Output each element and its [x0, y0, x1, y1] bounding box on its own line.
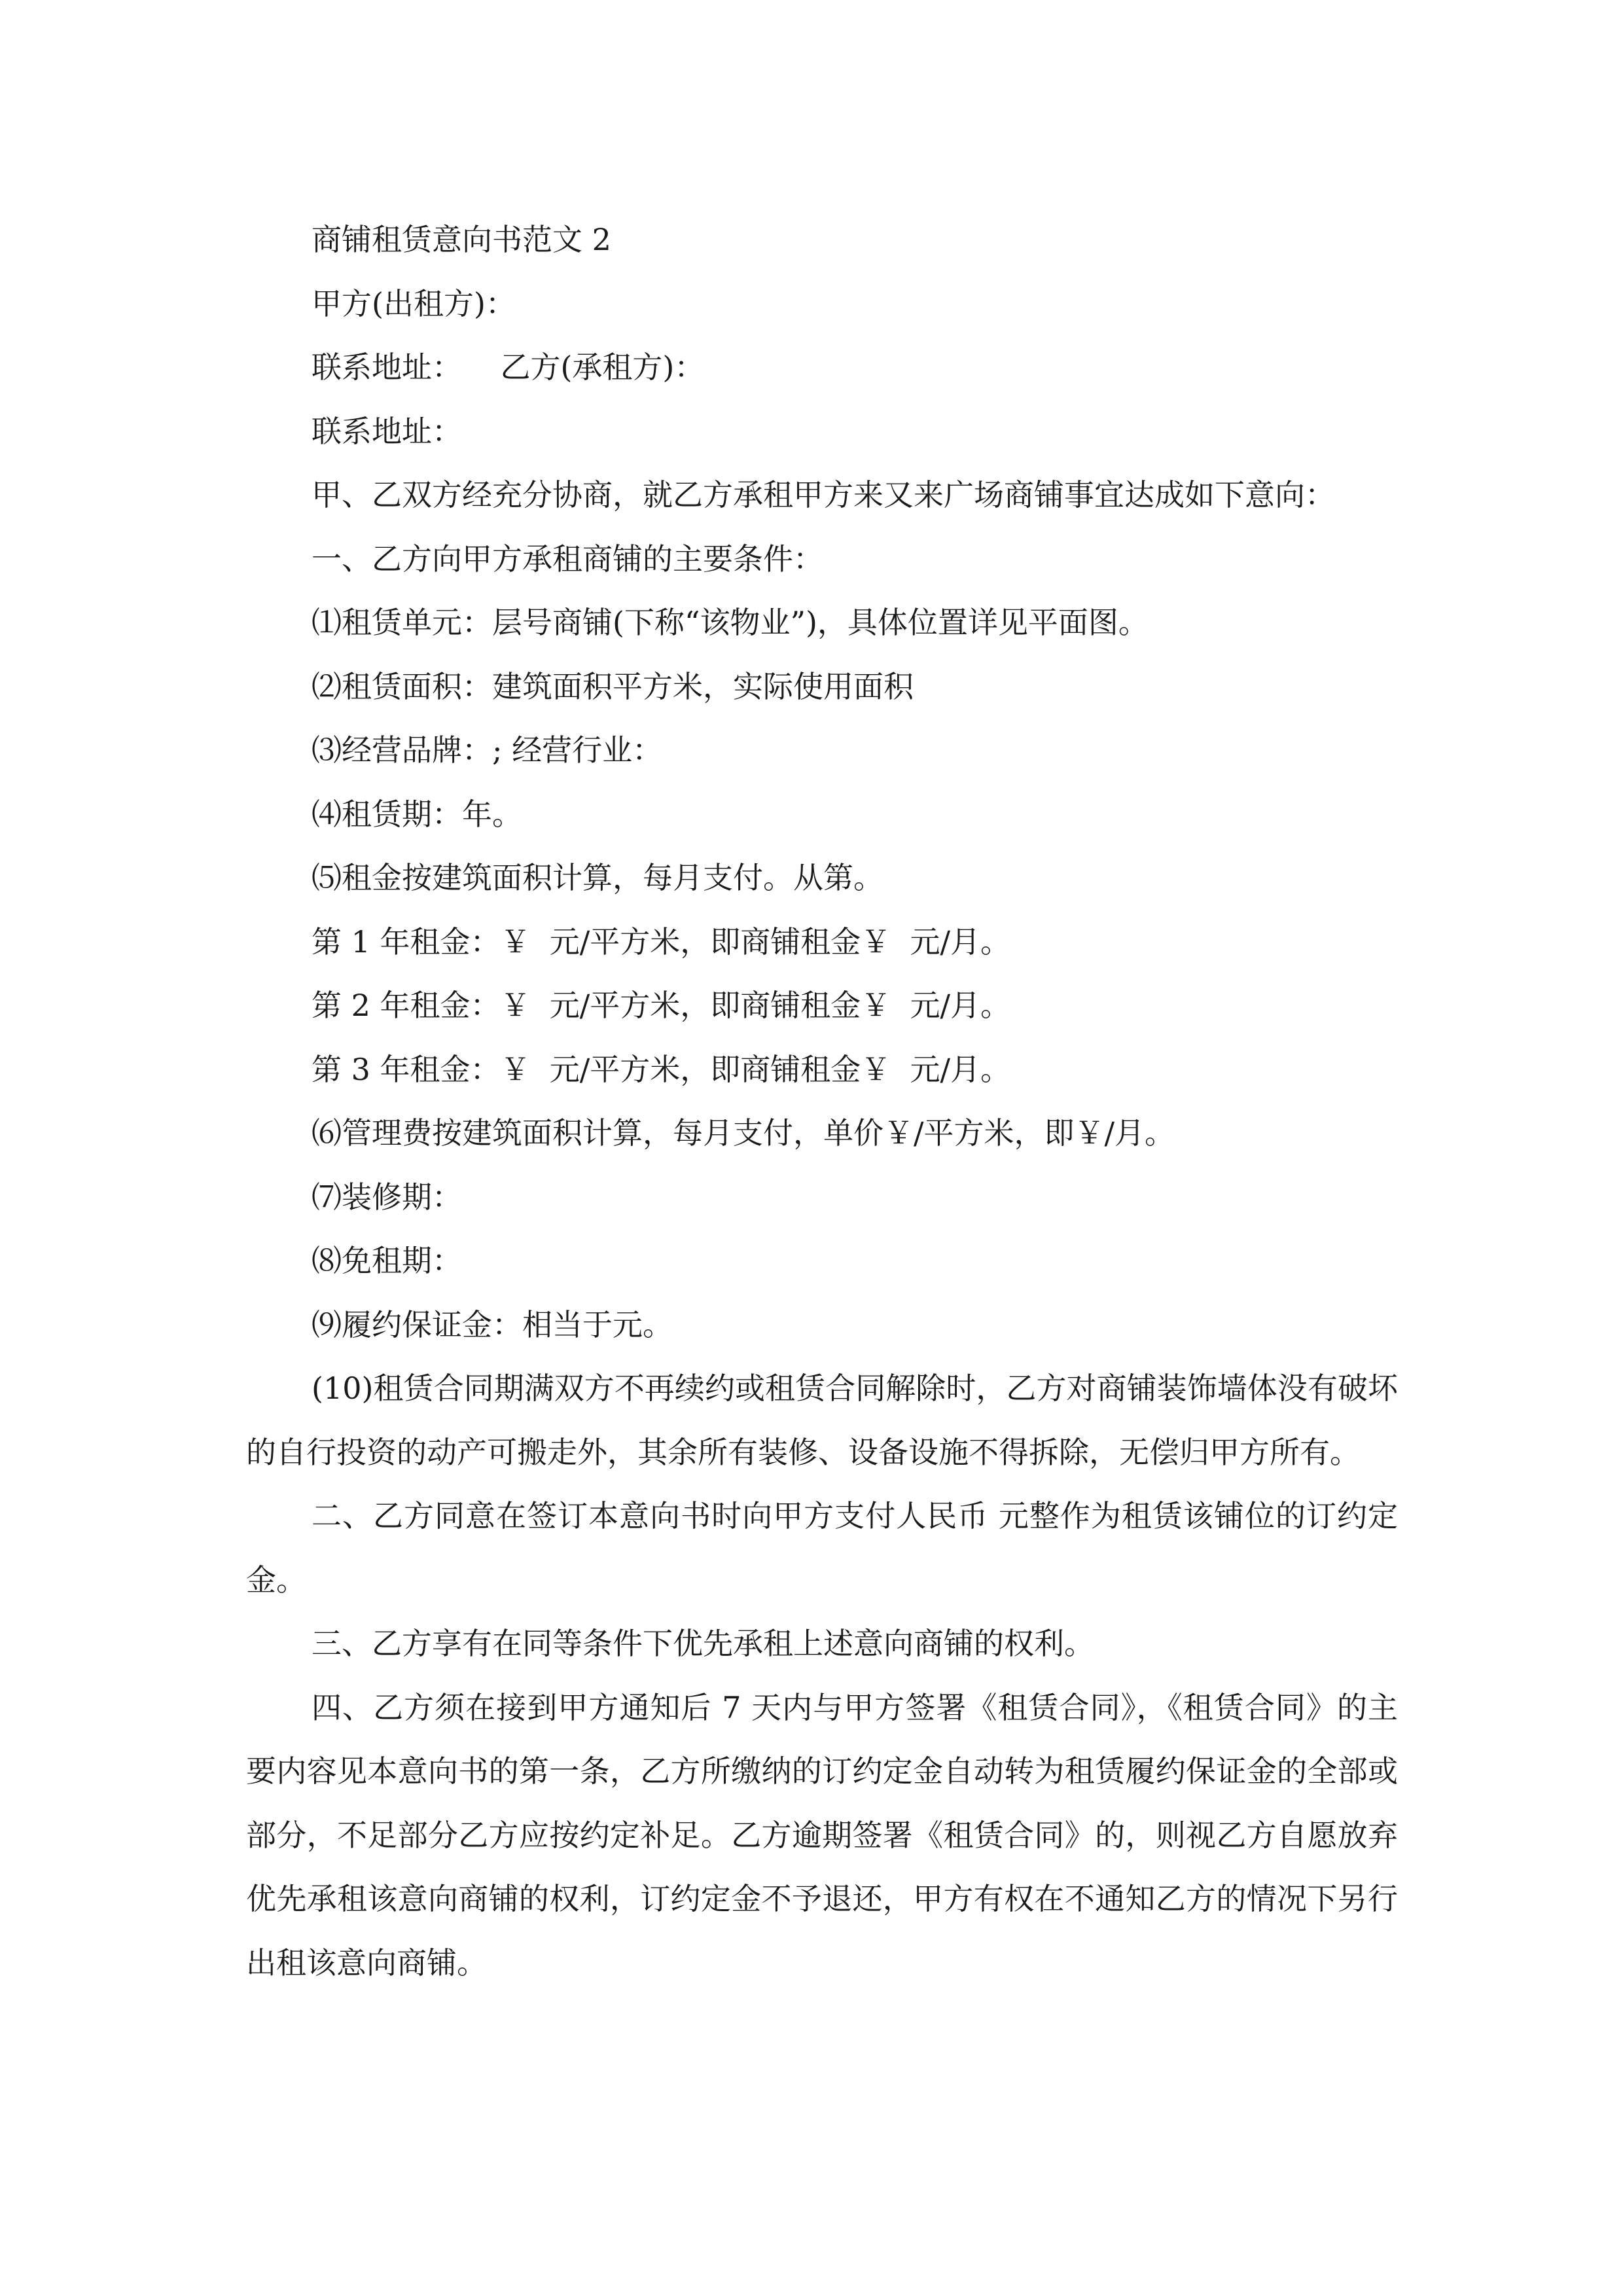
document-title: 商铺租赁意向书范文 2	[312, 222, 611, 257]
party-a-line: 甲方(出租方)：	[312, 285, 516, 321]
item-7: ⑺装修期：	[312, 1179, 462, 1215]
section-4-paragraph: 四、乙方须在接到甲方通知后 7 天内与甲方签署《租赁合同》，《租赁合同》的主要内容见本意向书的第一条，乙方所缴纳的订约定金自动转为租赁履约保证金的全部或部分，不足部分乙方应按约定补足。乙方逾期签署《租赁合同》的，则视乙方自愿放弃优先承租该意向商铺的权利，订约定金不予退还，甲方有权在不通知乙方的情况下另行出租该意向商铺。	[246, 1689, 1398, 1981]
item-8: ⑻免租期：	[312, 1243, 462, 1278]
item-5: ⑸租金按建筑面积计算，每月支付。从第。	[312, 860, 883, 895]
item-3: ⑶经营品牌：; 经营行业：	[312, 732, 663, 768]
section-1-heading: 一、乙方向甲方承租商铺的主要条件：	[312, 541, 823, 577]
contact-line-1: 联系地址： 乙方(承租方)：	[312, 350, 705, 385]
rent-year-3: 第 3 年租金：￥ 元/平方米，即商铺租金￥ 元/月。	[312, 1051, 1010, 1087]
item-9: ⑼履约保证金：相当于元。	[312, 1306, 673, 1342]
section-3-paragraph: 三、乙方享有在同等条件下优先承租上述意向商铺的权利。	[312, 1626, 1094, 1661]
intro-paragraph: 甲、乙双方经充分协商，就乙方承租甲方来又来广场商铺事宜达成如下意向：	[312, 477, 1335, 512]
document-body	[246, 208, 1398, 1995]
item-1: ⑴租赁单元：层号商铺(下称“该物业”)，具体位置详见平面图。	[312, 605, 1149, 640]
item-10-paragraph: (10)租赁合同期满双方不再续约或租赁合同解除时，乙方对商铺装饰墙体没有破坏的自行投资的动产可搬走外，其余所有装修、设备设施不得拆除，无偿归甲方所有。	[246, 1371, 1398, 1470]
item-4: ⑷租赁期：年。	[312, 796, 522, 832]
rent-year-1: 第 1 年租金：￥ 元/平方米，即商铺租金￥ 元/月。	[312, 924, 1010, 960]
item-2: ⑵租赁面积：建筑面积平方米，实际使用面积	[312, 668, 914, 704]
rent-year-2: 第 2 年租金：￥ 元/平方米，即商铺租金￥ 元/月。	[312, 988, 1010, 1023]
contact-line-2: 联系地址：	[312, 413, 462, 449]
section-2-paragraph: 二、乙方同意在签订本意向书时向甲方支付人民币 元整作为租赁该铺位的订约定金。	[246, 1498, 1398, 1598]
item-6: ⑹管理费按建筑面积计算，每月支付，单价￥/平方米，即￥/月。	[312, 1115, 1175, 1151]
